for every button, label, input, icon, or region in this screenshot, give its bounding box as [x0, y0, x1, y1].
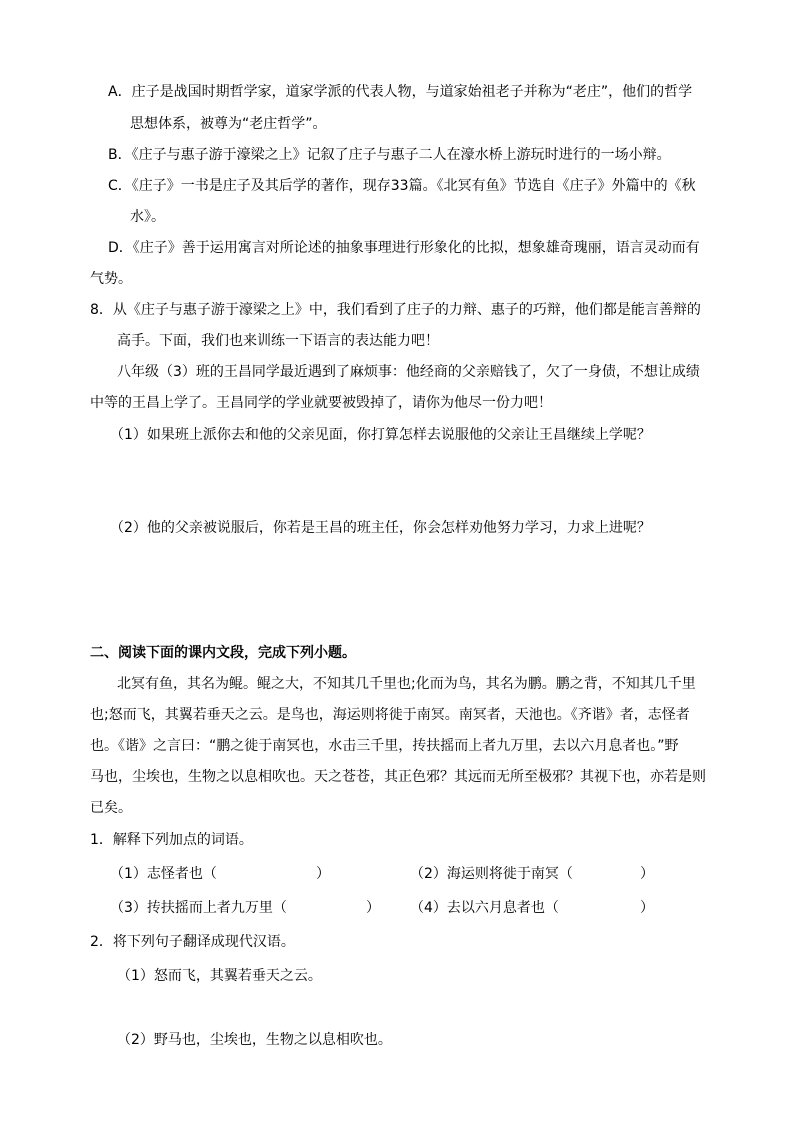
passage-line5: 已矣。 — [90, 800, 132, 816]
question-8-sub1: （1）如果班上派你去和他的父亲见面，你打算怎样去说服他的父亲让王昌继续上学呢？ — [110, 427, 651, 443]
answer-blank-1[interactable] — [215, 864, 315, 884]
question-1-item3: （3）抟扶摇而上者九万里（ — [110, 900, 287, 916]
question-1-item2-close: ） — [640, 866, 654, 882]
option-a-line1: A．庄子是战国时期哲学家，道家学派的代表人物，与道家始祖老子并称为“老庄”，他们的哲学 — [108, 84, 693, 100]
passage-line1: 北冥有鱼，其名为鲲。鲲之大，不知其几千里也;化而为鸟，其名为鹏。鹏之背，不知其几千里 — [117, 676, 696, 692]
option-a-line2: 思想体系，被尊为“老庄哲学”。 — [130, 116, 327, 132]
question-1-title: 1．解释下列加点的词语。 — [90, 832, 253, 848]
question-1-item3-close: ） — [366, 900, 380, 916]
question-1-item1-close: ） — [316, 866, 330, 882]
option-c-line1: C．《庄子》一书是庄子及其后学的著作，现存33篇。《北冥有鱼》节选自《庄子》外篇中的《秋 — [108, 178, 696, 194]
answer-blank-2[interactable] — [572, 864, 640, 884]
option-c-line2: 水》。 — [130, 209, 165, 225]
answer-blank-3[interactable] — [285, 898, 365, 918]
question-8-line2: 高手。下面，我们也来训练一下语言的表达能力吧！ — [117, 333, 439, 349]
passage-line3: 也。《谐》之言曰：“鹏之徙于南冥也，水击三千里，抟扶摇而上者九万里，去以六月息者也。”野 — [90, 738, 679, 754]
question-8-sub2: （2）他的父亲被说服后，你若是王昌的班主任，你会怎样劝他努力学习，力求上进呢？ — [110, 520, 651, 536]
passage-line2: 也;怒而飞，其翼若垂天之云。是鸟也，海运则将徙于南冥。南冥者，天池也。《齐谐》者，志怪者 — [90, 707, 690, 723]
answer-blank-4[interactable] — [556, 898, 640, 918]
option-d-line1: D．《庄子》善于运用寓言对所论述的抽象事理进行形象化的比拟，想象雄奇瑰丽，语言灵动而有 — [108, 240, 700, 256]
question-2-sentence1: （1）怒而飞，其翼若垂天之云。 — [117, 968, 322, 984]
section-2-heading: 二、阅读下面的课内文段，完成下列小题。 — [90, 645, 356, 661]
question-2-sentence2: （2）野马也，尘埃也，生物之以息相吹也。 — [117, 1032, 392, 1048]
passage-line4: 马也，尘埃也，生物之以息相吹也。天之苍苍，其正色邪？其远而无所至极邪？其视下也，亦若是则 — [90, 769, 706, 785]
question-8-scenario-line1: 八年级（3）班的王昌同学最近遇到了麻烦事：他经商的父亲赔钱了，欠了一身债，不想让成绩 — [117, 364, 700, 380]
option-d-line2: 气势。 — [90, 271, 132, 287]
question-2-title: 2．将下列句子翻译成现代汉语。 — [90, 934, 295, 950]
option-b-line1: B．《庄子与惠子游于濠梁之上》记叙了庄子与惠子二人在濠水桥上游玩时进行的一场小辩。 — [108, 147, 671, 163]
question-8-scenario-line2: 中等的王昌上学了。王昌同学的学业就要被毁掉了，请你为他尽一份力吧！ — [90, 395, 552, 411]
question-8-line1: 8．从《庄子与惠子游于濠梁之上》中，我们看到了庄子的力辩、惠子的巧辩，他们都是能言善辩的 — [90, 302, 701, 318]
question-1-item1: （1）志怪者也（ — [110, 866, 217, 882]
question-1-item4-close: ） — [640, 900, 654, 916]
question-1-item2: （2）海运则将徙于南冥（ — [410, 866, 573, 882]
question-1-item4: （4）去以六月息者也（ — [410, 900, 559, 916]
